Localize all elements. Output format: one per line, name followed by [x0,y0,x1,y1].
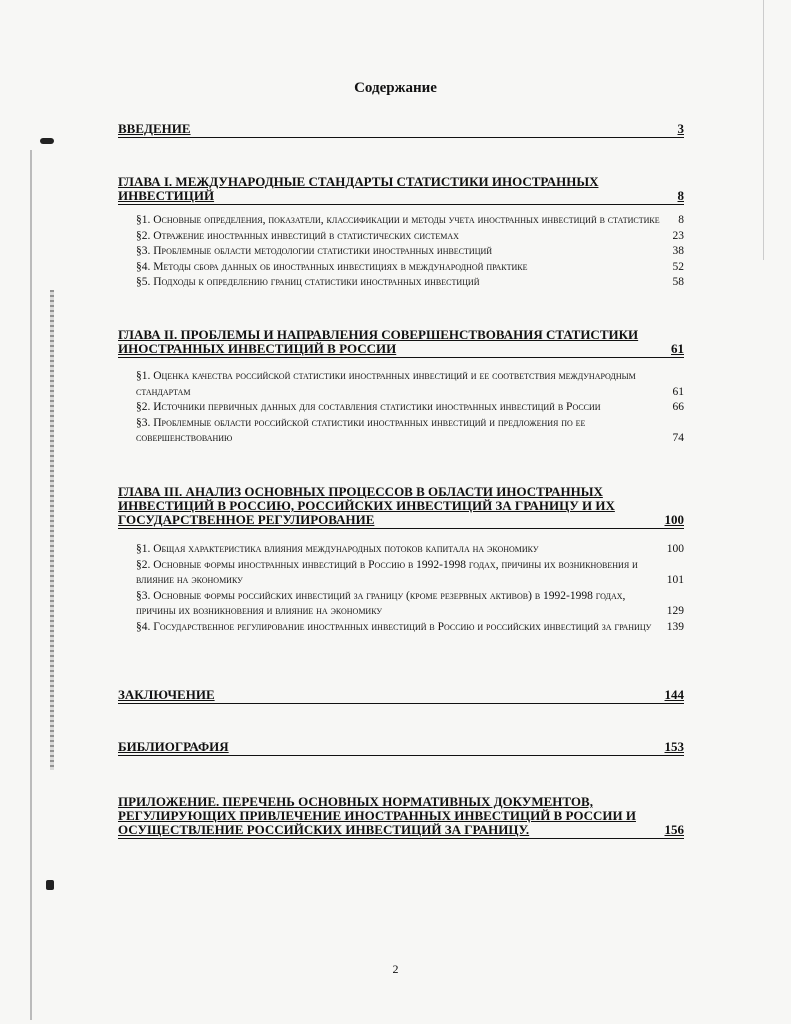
chapter-1-page: 8 [677,188,684,203]
appendix-page: 156 [664,822,684,837]
toc-section[interactable]: §4. Методы сбора данных об иностранных инвестициях в международной практике 52 [136,260,684,273]
chapter-3-label: ГЛАВА III. АНАЛИЗ ОСНОВНЫХ ПРОЦЕССОВ В ОБЛАСТИ ИНОСТРАННЫХ ИНВЕСТИЦИЙ В РОССИЮ, РОССИЙСКИХ ИНВЕСТИЦИЙ ЗА ГРАНИЦУ И ИХ ГОСУДАРСТВЕННОЕ РЕГУЛИРОВАНИЕ [118,484,615,527]
conclusion-label: ЗАКЛЮЧЕНИЕ [118,687,215,702]
toc-intro-page: 3 [677,121,684,136]
scan-edge-line [30,150,32,1020]
toc-section[interactable]: §5. Подходы к определению границ статистики иностранных инвестиций 58 [136,276,684,288]
toc-chapter-2[interactable] [118,328,684,358]
toc-chapter-1[interactable] [118,175,684,205]
toc-intro[interactable] [118,122,684,138]
chapter-3-sections [118,542,684,635]
page-number: 2 [392,962,399,976]
toc-section[interactable]: §2. Отражение иностранных инвестиций в статистических системах 23 [136,229,684,242]
chapter-1-label: ГЛАВА I. МЕЖДУНАРОДНЫЕ СТАНДАРТЫ СТАТИСТИКИ ИНОСТРАННЫХ ИНВЕСТИЦИЙ [118,174,599,203]
appendix-label: ПРИЛОЖЕНИЕ. ПЕРЕЧЕНЬ ОСНОВНЫХ НОРМАТИВНЫХ ДОКУМЕНТОВ, РЕГУЛИРУЮЩИХ ПРИВЛЕЧЕНИЕ ИНОСТРАННЫХ ИНВЕСТИЦИЙ В РОССИИ И ОСУЩЕСТВЛЕНИЕ РОССИЙСКИХ ИНВЕСТИЦИЙ ЗА ГРАНИЦУ. [118,794,636,837]
toc-section[interactable]: §3. Основные формы российских инвестиций за границу (кроме резервных активов) в 1992-1998 годах, причины их возникновения и влияние на экономику 129 [136,589,684,617]
scan-speck [46,880,54,890]
chapter-1-sections [118,213,684,291]
page-title: Содержание [354,80,437,96]
chapter-2-page: 61 [671,341,684,356]
scan-speck [40,138,54,144]
toc-section[interactable]: §1. Оценка качества российской статистики иностранных инвестиций и ее соответствия международным стандартам 61 [136,370,684,398]
toc-section[interactable]: §4. Государственное регулирование иностранных инвестиций в Россию и российских инвестиций за границу 139 [136,620,684,633]
toc-section[interactable]: §1. Общая характеристика влияния международных потоков капитала на экономику 100 [136,543,684,555]
scan-edge-line [763,0,764,260]
toc-chapter-3[interactable] [118,485,684,529]
toc-section[interactable]: §3. Проблемные области российской статистики иностранных инвестиций и предложения по ее совершенствованию 74 [136,416,684,444]
toc-bibliography[interactable] [118,740,684,756]
toc-section[interactable]: §3. Проблемные области методологии статистики иностранных инвестиций 38 [136,245,684,257]
bibliography-page: 153 [664,739,684,754]
conclusion-page: 144 [664,687,684,702]
chapter-2-label: ГЛАВА II. ПРОБЛЕМЫ И НАПРАВЛЕНИЯ СОВЕРШЕНСТВОВАНИЯ СТАТИСТИКИ ИНОСТРАННЫХ ИНВЕСТИЦИЙ В РОССИИ [118,327,639,356]
toc-appendix[interactable] [118,795,684,839]
toc-conclusion[interactable] [118,688,684,704]
toc-intro-label: ВВЕДЕНИЕ [118,121,191,136]
scan-edge-band [50,290,54,770]
toc-section[interactable]: §2. Основные формы иностранных инвестиций в Россию в 1992-1998 годах, причины их возникновения и влияние на экономику 101 [136,558,684,586]
toc-section[interactable]: §1. Основные определения, показатели, классификации и методы учета иностранных инвестиций в статистике 8 [136,214,684,226]
chapter-3-page: 100 [664,512,684,527]
toc-section[interactable]: §2. Источники первичных данных для составления статистики иностранных инвестиций в России 66 [136,401,684,413]
bibliography-label: БИБЛИОГРАФИЯ [118,739,229,754]
chapter-2-sections [118,369,684,447]
